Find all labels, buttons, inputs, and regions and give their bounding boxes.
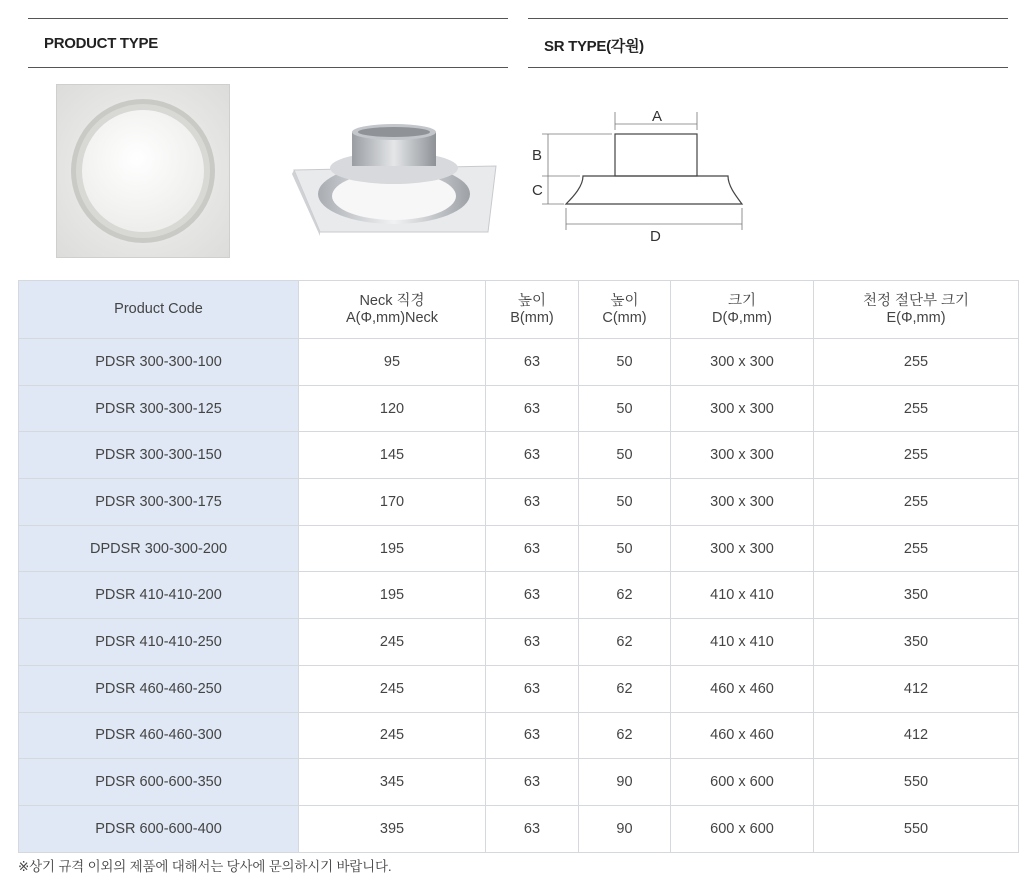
cell-neck: 95 [299,339,486,386]
cell-product-code: PDSR 460-460-300 [19,712,299,759]
cell-cutout-e: 350 [814,619,1019,666]
table-header-row [19,281,1019,339]
cell-neck: 120 [299,385,486,432]
table-row [19,385,1019,432]
cell-product-code: PDSR 410-410-200 [19,572,299,619]
diagram-label-c: C [532,182,543,199]
cell-size-d: 410 x 410 [671,619,814,666]
cell-size-d: 300 x 300 [671,385,814,432]
table-row [19,525,1019,572]
cell-height-b: 63 [486,432,579,479]
sr-type-header [528,18,1008,68]
cell-height-c: 50 [579,432,671,479]
cell-height-c: 90 [579,759,671,806]
table-row [19,432,1019,479]
header-height-b: 높이 B(mm) [486,281,579,339]
cell-height-b: 63 [486,339,579,386]
diagram-label-d: D [650,228,661,245]
cell-size-d: 600 x 600 [671,805,814,852]
cell-height-c: 90 [579,805,671,852]
cell-cutout-e: 255 [814,525,1019,572]
table-row [19,759,1019,806]
cell-size-d: 600 x 600 [671,759,814,806]
cell-product-code: PDSR 300-300-150 [19,432,299,479]
cell-height-b: 63 [486,385,579,432]
header-product-code: Product Code [19,281,299,339]
cell-height-b: 63 [486,479,579,526]
cell-cutout-e: 255 [814,385,1019,432]
cell-height-c: 50 [579,339,671,386]
table-row [19,805,1019,852]
cell-product-code: PDSR 300-300-175 [19,479,299,526]
cell-height-b: 63 [486,619,579,666]
cell-product-code: PDSR 300-300-100 [19,339,299,386]
cell-cutout-e: 255 [814,339,1019,386]
cell-cutout-e: 350 [814,572,1019,619]
cell-cutout-e: 412 [814,665,1019,712]
cell-neck: 170 [299,479,486,526]
cell-height-c: 62 [579,619,671,666]
cell-neck: 195 [299,572,486,619]
product-front-photo [56,84,230,258]
header-neck: Neck 직경 A(Φ,mm)Neck [299,281,486,339]
header-height-c: 높이 C(mm) [579,281,671,339]
cell-size-d: 300 x 300 [671,479,814,526]
cell-cutout-e: 255 [814,479,1019,526]
cell-height-c: 62 [579,665,671,712]
cell-size-d: 300 x 300 [671,339,814,386]
cell-neck: 145 [299,432,486,479]
cell-product-code: PDSR 410-410-250 [19,619,299,666]
cell-height-b: 63 [486,525,579,572]
header-size-d: 크기 D(Φ,mm) [671,281,814,339]
cell-height-b: 63 [486,572,579,619]
table-row [19,665,1019,712]
cell-product-code: PDSR 460-460-250 [19,665,299,712]
cell-size-d: 300 x 300 [671,432,814,479]
cell-height-b: 63 [486,805,579,852]
product-angle-photo [290,118,502,238]
diagram-label-a: A [652,108,663,125]
cell-size-d: 460 x 460 [671,665,814,712]
cell-height-b: 63 [486,759,579,806]
cell-height-c: 62 [579,572,671,619]
cell-neck: 345 [299,759,486,806]
table-row [19,339,1019,386]
product-type-header [28,18,508,68]
sr-type-title: SR TYPE(각원) [544,38,644,55]
cell-neck: 245 [299,712,486,759]
table-row [19,479,1019,526]
table-row [19,619,1019,666]
spec-table [18,280,1019,853]
cell-cutout-e: 550 [814,805,1019,852]
inquiry-note: ※상기 규격 이외의 제품에 대해서는 당사에 문의하시기 바랍니다. [18,859,392,874]
cell-neck: 245 [299,619,486,666]
cell-product-code: PDSR 600-600-400 [19,805,299,852]
table-row [19,712,1019,759]
cell-product-code: PDSR 300-300-125 [19,385,299,432]
cell-height-c: 50 [579,385,671,432]
header-cutout-e: 천정 절단부 크기 E(Φ,mm) [814,281,1019,339]
cell-product-code: DPDSR 300-300-200 [19,525,299,572]
cell-neck: 195 [299,525,486,572]
product-type-title: PRODUCT TYPE [44,35,158,52]
cell-neck: 395 [299,805,486,852]
cell-size-d: 300 x 300 [671,525,814,572]
cell-height-c: 62 [579,712,671,759]
cell-height-b: 63 [486,665,579,712]
cell-size-d: 410 x 410 [671,572,814,619]
table-row [19,572,1019,619]
cell-size-d: 460 x 460 [671,712,814,759]
dimension-diagram [528,104,758,254]
cell-cutout-e: 550 [814,759,1019,806]
cell-height-b: 63 [486,712,579,759]
cell-height-c: 50 [579,525,671,572]
cell-product-code: PDSR 600-600-350 [19,759,299,806]
diagram-label-b: B [532,147,543,164]
cell-cutout-e: 412 [814,712,1019,759]
cell-height-c: 50 [579,479,671,526]
cell-neck: 245 [299,665,486,712]
cell-cutout-e: 255 [814,432,1019,479]
